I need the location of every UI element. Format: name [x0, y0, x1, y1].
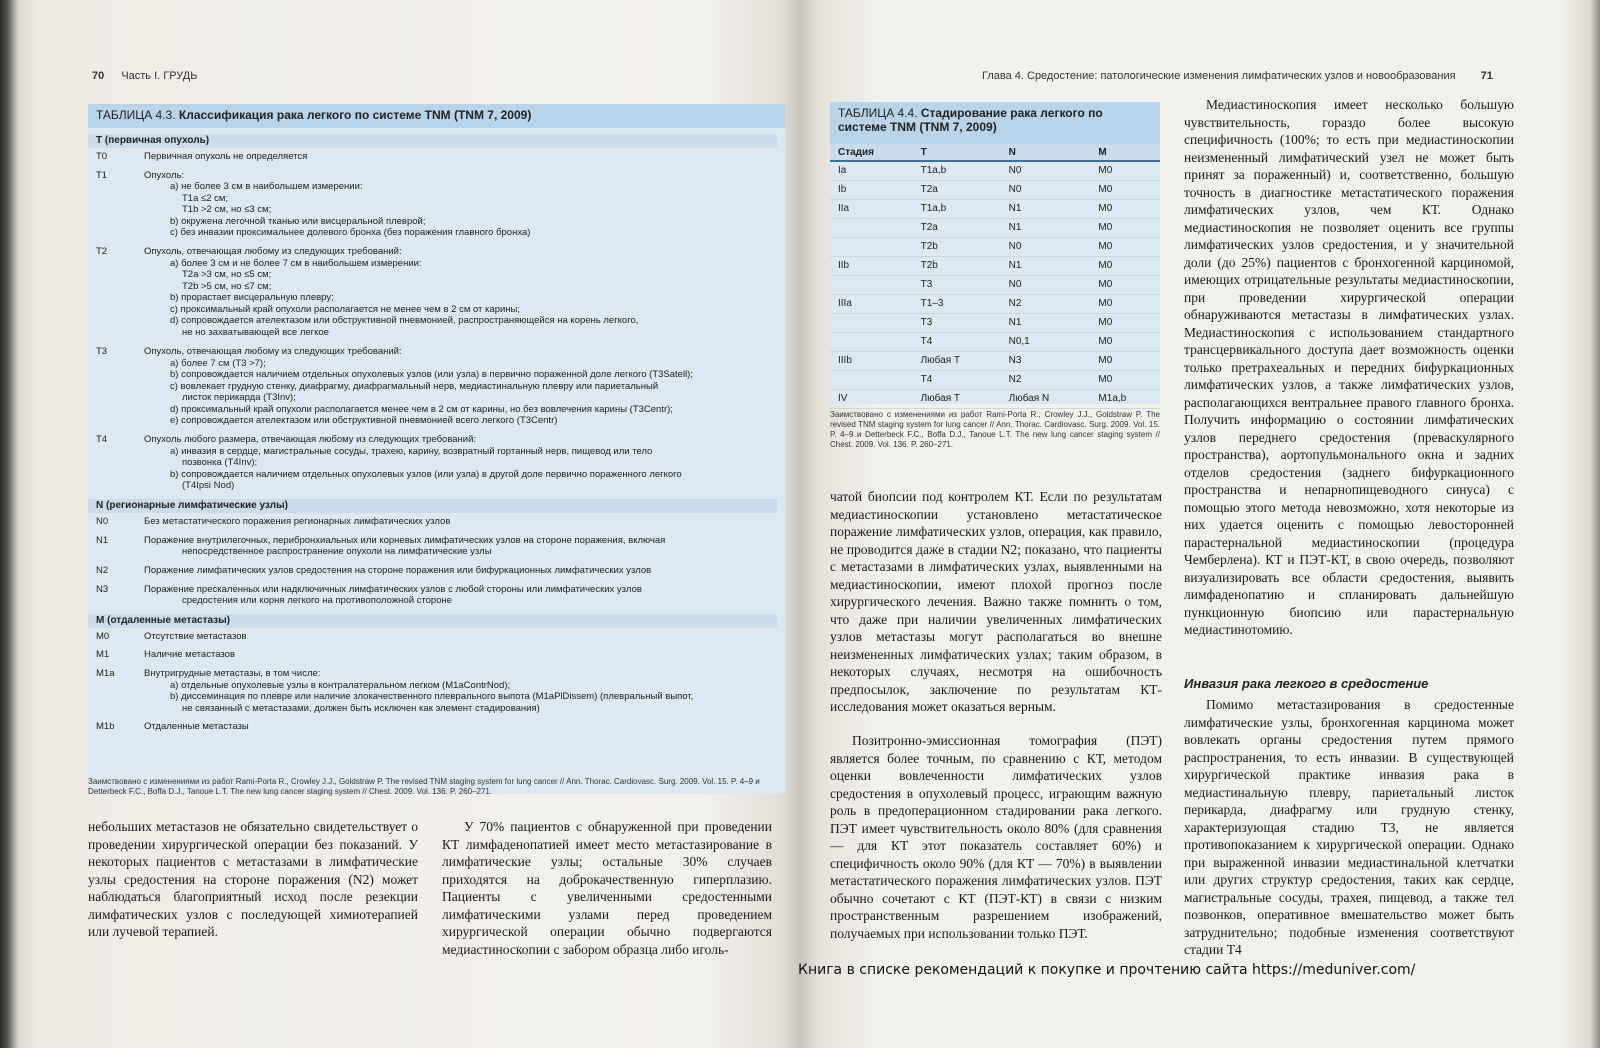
right-column-2-paragraph-2: Помимо метастазирования в средостенные лимфатические узлы, бронхогенная карцинома может вовлекать органы средостения путем прямого распространения, то есть инвазии. В существующей хирургической практике инвазия рака в медиастинальную плевру, париетальный листок перикарда, диафрагму или грудную стенку, характеризующая стадию Т3, не является противопоказанием к хирургической операции. Однако при выраженной инвазии медиастинальной клетчатки или других структур средостения, таких как сердце, магистральные сосуды, трахея, пищевод, а также тел позвонков, оперативное вмешательство может быть затруднительно; подобные изменения соответствуют стадии Т4: [1184, 697, 1514, 957]
row-line: Опухоль:: [144, 169, 185, 181]
table-cell: M0: [1090, 295, 1160, 314]
right-page: [800, 0, 1600, 1048]
row-line: Отдаленные метастазы: [144, 721, 249, 733]
row-line: c) проксимальный край опухоли располагается не менее чем в 2 см от карины;: [170, 303, 521, 315]
table-cell: IV: [830, 390, 913, 409]
table-cell: [830, 276, 913, 295]
row-line: T1a ≤2 см;: [182, 192, 229, 204]
table-4-4-caption: [830, 102, 1160, 144]
row-code: T0: [96, 151, 108, 162]
row-code: N1: [96, 534, 109, 546]
row-code: T2: [96, 246, 108, 258]
table-4-4: [830, 102, 1160, 404]
row-line: Наличие метастазов: [144, 649, 235, 661]
table-cell: T3: [913, 276, 1001, 295]
left-running-head: [92, 70, 197, 82]
table-cell: Любая T: [913, 352, 1001, 371]
table-4-3-source: Заимствовано с изменениями из работ Rami-Porta R., Crowley J.J., Goldstraw P. The revised TNM staging system for lung cancer // Ann. Thorac. Cardiovasc. Surg. 2009. Vol. 15. P. 4–9 и Detterbeck F.C., Boffa D.J., Tanoue L.T. The new lung cancer staging system // Chest. 2009. Vol. 136. P. 260–271.: [88, 777, 760, 796]
table-4-3-caption: [88, 104, 785, 128]
section-header: М (отдаленные метастазы): [88, 614, 777, 628]
section-header: Т (первичная опухоль): [88, 134, 777, 148]
table-4-3-label: ТАБЛИЦА 4.3.: [96, 108, 176, 122]
row-line: листок перикарда (T3Inv);: [182, 392, 296, 403]
row-code: M0: [96, 630, 110, 642]
row-line: a) более 3 см и не более 7 см в наибольшем измерении:: [170, 257, 422, 269]
table-cell: N0,1: [1001, 333, 1091, 352]
table-cell: T2a: [913, 219, 1001, 238]
table-cell: M0: [1090, 238, 1160, 257]
table-cell: N1: [1001, 314, 1091, 333]
table-cell: N0: [1001, 238, 1091, 257]
left-column-1-text: небольших метастазов не обязательно свидетельствует о проведении хирургической операции без показаний. У некоторых пациентов с метастазами в лимфатические узлы средостения на стороне поражения (N2) может наблюдаться благоприятный исход после резекции лимфатических узлов с последующей химиотерапией или лучевой терапией.: [88, 819, 418, 939]
row-line: T2b >5 см, но ≤7 см;: [182, 280, 272, 292]
table-row: [830, 390, 1160, 409]
table-row: [830, 161, 1160, 181]
row-text: [144, 151, 764, 163]
table-cell: T4: [913, 333, 1001, 352]
table-row: [830, 295, 1160, 314]
row-text: [144, 246, 764, 338]
row-line: не но захватывающей все легкое: [182, 326, 329, 338]
row-line: Поражение прескаленных или надключичных лимфатических узлов с любой стороны или лимфатических узлов: [144, 583, 642, 595]
table-row: [830, 200, 1160, 219]
row-line: T1b >2 см, но ≤3 см;: [182, 204, 272, 216]
table-cell: M0: [1090, 314, 1160, 333]
table-row: [830, 238, 1160, 257]
row-line: c) без инвазии проксимальнее долевого бронха (без поражения главного бронха): [170, 227, 531, 239]
row-text: [144, 668, 764, 714]
row-text: [144, 516, 764, 528]
table-cell: M0: [1090, 200, 1160, 219]
row-line: не связанный с метастазами, должен быть исключен как элемент стадирования): [182, 702, 540, 714]
row-line: b) сопровождается наличием отдельных опухолевых узлов (или узла) в первично пораженной доле легкого (T3Satell);: [170, 369, 693, 380]
table-cell: N2: [1001, 371, 1091, 390]
row-code: M1b: [96, 721, 115, 733]
row-line: T2a >3 см, но ≤5 см;: [182, 269, 272, 281]
row-line: Опухоль любого размера, отвечающая любому из следующих требований:: [144, 434, 477, 446]
row-line: a) не более 3 см в наибольшем измерении:: [170, 181, 363, 193]
row-text: [144, 170, 764, 239]
row-text: [144, 649, 764, 661]
row-text: [144, 535, 764, 558]
row-line: позвонка (T4Inv);: [182, 457, 258, 469]
row-line: Опухоль, отвечающая любому из следующих требований:: [144, 346, 402, 357]
table-cell: IIIb: [830, 352, 913, 371]
table-cell: N0: [1001, 181, 1091, 200]
table-cell: M0: [1090, 276, 1160, 295]
row-line: средостения или корня легкого на противоположной стороне: [182, 595, 453, 607]
table-cell: Ia: [830, 161, 913, 181]
table-cell: T1a,b: [913, 161, 1001, 181]
row-line: d) сопровождается ателектазом или обструктивной пневмонией, распространяющейся на корень легкого,: [170, 315, 639, 327]
row-line: a) инвазия в сердце, магистральные сосуды, трахею, карину, возвратный гортанный нерв, пищевод или тело: [170, 445, 653, 457]
row-line: Первичная опухоль не определяется: [144, 151, 308, 162]
section-header: N (регионарные лимфатические узлы): [88, 499, 777, 513]
row-line: (T4Ipsi Nod): [182, 480, 235, 492]
table-row: [830, 219, 1160, 238]
table-cell: M0: [1090, 219, 1160, 238]
table-cell: T4: [913, 371, 1001, 390]
table-cell: Любая T: [913, 390, 1001, 409]
row-line: непосредственное распространение опухоли на лимфатические узлы: [182, 546, 492, 558]
table-cell: Любая N: [1001, 390, 1091, 409]
table-cell: N0: [1001, 161, 1091, 181]
row-line: Поражение внутрилегочных, перибронхиальных или корневых лимфатических узлов на стороне поражения, включая: [144, 534, 666, 546]
running-head-right: Глава 4. Средостение: патологические изменения лимфатических узлов и новообразования: [982, 70, 1456, 82]
table-row: [830, 352, 1160, 371]
row-code: T1: [96, 169, 108, 181]
table-cell: N0: [1001, 276, 1091, 295]
table-row: [830, 257, 1160, 276]
column-header: M: [1090, 144, 1160, 161]
section-subheading: Инвазия рака легкого в средостение: [1184, 676, 1429, 691]
table-cell: IIa: [830, 200, 913, 219]
table-4-4-source: Заимствовано с изменениями из работ Rami-Porta R., Crowley J.J., Goldstraw P. The revised TNM staging system for lung cancer // Ann. Thorac. Cardiovasc. Surg. 2009. Vol. 15. P. 4–9 и Detterbeck F.C., Boffa D.J., Tanoue L.T. The new lung cancer staging system // Chest. 2009. Vol. 136. P. 260–271.: [830, 410, 1160, 449]
row-line: c) вовлекает грудную стенку, диафрагму, диафрагмальный нерв, медиастинальную плевру или париетальный: [170, 380, 659, 392]
table-row: [830, 333, 1160, 352]
table-cell: N2: [1001, 295, 1091, 314]
row-line: Без метастатического поражения регионарных лимфатических узлов: [144, 516, 451, 528]
row-text: [144, 584, 764, 607]
staging-table: [830, 144, 1160, 409]
column-header: N: [1001, 144, 1091, 161]
column-header: Стадия: [830, 144, 913, 161]
row-code: N2: [96, 565, 109, 576]
row-line: Опухоль, отвечающая любому из следующих требований:: [144, 246, 402, 258]
row-line: b) сопровождается наличием отдельных опухолевых узлов (или узла) в другой доле первично пораженного легкого: [170, 468, 682, 480]
row-line: e) сопровождается ателектазом или обструктивной пневмонией всего легкого (T3Centr): [170, 415, 558, 426]
table-cell: [830, 314, 913, 333]
table-cell: [830, 333, 913, 352]
row-text: [144, 565, 764, 577]
table-cell: N3: [1001, 352, 1091, 371]
column-header: T: [913, 144, 1001, 161]
table-row: [830, 371, 1160, 390]
row-text: [144, 346, 764, 427]
table-cell: M0: [1090, 181, 1160, 200]
row-line: Поражение лимфатических узлов средостения на стороне поражения или бифуркационных лимфатических узлов: [144, 565, 652, 576]
table-cell: M0: [1090, 371, 1160, 390]
row-line: Отсутствие метастазов: [144, 630, 247, 642]
table-cell: [830, 371, 913, 390]
table-cell: T1–3: [913, 295, 1001, 314]
table-row: [830, 181, 1160, 200]
table-cell: M0: [1090, 333, 1160, 352]
table-cell: M0: [1090, 352, 1160, 371]
row-code: M1: [96, 649, 110, 661]
table-cell: T3: [913, 314, 1001, 333]
table-cell: IIIa: [830, 295, 913, 314]
left-column-2-text: У 70% пациентов с обнаруженной при проведении КТ лимфаденопатией имеет место метастазирование в лимфатические узлы; остальные 30% случаев приходятся на доброкачественную гиперплазию. Пациенты с увеличенными средостенными лимфатическими узлами перед проведением хирургической операции обычно подвергаются медиастиноскопии с забором образца либо иголь-: [442, 819, 772, 957]
row-line: b) прорастает висцеральную плевру;: [170, 292, 334, 304]
table-row: [830, 314, 1160, 333]
table-cell: N1: [1001, 257, 1091, 276]
table-cell: N1: [1001, 200, 1091, 219]
table-cell: M1a,b: [1090, 390, 1160, 409]
row-line: a) более 7 см (Т3 >7);: [170, 357, 266, 369]
footer-note: Книга в списке рекомендаций к покупке и прочтению сайта https://meduniver.com/: [798, 962, 1416, 978]
table-cell: IIb: [830, 257, 913, 276]
table-cell: Ib: [830, 181, 913, 200]
table-cell: T2a: [913, 181, 1001, 200]
table-cell: [830, 219, 913, 238]
row-text: [144, 631, 764, 643]
row-line: d) проксимальный край опухоли располагается менее чем в 2 см от карины, но без вовлечения карины (T3Centr);: [170, 403, 673, 415]
row-line: b) окружена легочной тканью или висцеральной плеврой;: [170, 215, 426, 227]
right-column-1-paragraph-2: Позитронно-эмиссионная томография (ПЭТ) является более точным, по сравнению с КТ, методом оценки вовлеченности лимфатических узлов средостения в опухолевый процесс, играющим важную роль в предоперационном стадировании рака легкого. ПЭТ имеет чувствительность около 80% (для сравнения — для КТ этот показатель составляет 60%) и специфичность около 90% (для КТ — 70%) в выявлении метастатического поражения лимфатических узлов. ПЭТ обычно сочетают с КТ (ПЭТ-КТ) в связи с низким пространственным разрешением изображений, получаемых при использовании только ПЭТ.: [830, 733, 1162, 941]
running-head-left: Часть I. ГРУДЬ: [121, 70, 198, 82]
row-code: M1a: [96, 668, 115, 679]
table-cell: T1a,b: [913, 200, 1001, 219]
table-4-3-title: Классификация рака легкого по системе TNM (TNM 7, 2009): [178, 108, 532, 122]
table-4-4-title: Стадирование рака легкого по системе TNM (TNM 7, 2009): [838, 106, 1103, 134]
table-cell: T2b: [913, 257, 1001, 276]
row-line: a) отдельные опухолевые узлы в контралатеральном легком (M1aContrNod);: [170, 679, 511, 691]
row-code: N3: [96, 583, 109, 595]
right-column-1-paragraph-1: чатой биопсии под контролем КТ. Если по результатам медиастиноскопии установлено метастатическое поражение лимфатических узлов, операция, как правило, не проводится даже в стадии N2; показано, что пациенты с метастазами в лимфатических узлах, выявленными на медиастиноскопии, имеют плохой прогноз после хирургического лечения. Важно также помнить о том, что даже при наличии увеличенных лимфатических узлов метастазы могут располагаться во внешне неизмененных лимфатических узлах; таким образом, в некоторых случаях, несмотря на ошибочность предпосылок, заключение по результатам КТ-исследования может оказаться верным.: [830, 489, 1162, 714]
table-cell: N1: [1001, 219, 1091, 238]
table-row: [830, 276, 1160, 295]
row-code: T4: [96, 434, 108, 446]
row-text: [144, 721, 764, 733]
row-line: b) диссеминация по плевре или наличие злокачественного плеврального выпота (M1aPlDissem) (плевральный выпот,: [170, 691, 694, 702]
page-number-right: 71: [1480, 70, 1493, 82]
table-4-4-label: ТАБЛИЦА 4.4.: [838, 106, 918, 120]
page-number-left: 70: [92, 70, 105, 82]
row-code: N0: [96, 516, 109, 528]
row-code: T3: [96, 346, 108, 357]
row-text: [144, 434, 764, 492]
right-running-head: [982, 70, 1493, 82]
table-cell: [830, 238, 913, 257]
right-column-2-paragraph-1: Медиастиноскопия имеет несколько большую чувствительность, гораздо более высокую специфичность (100%; то есть при медиастиноскопии неизмененный лимфатический узел не может быть принят за пораженный) и, соответственно, большую точность в диагностике метастатического поражения лимфатических узлов, чем КТ. Однако медиастиноскопия не позволяет оценить все группы лимфатических узлов средостения, и у значительной доли (до 25%) пациентов с бронхогенной карциномой, имеющих отрицательные результаты медиастиноскопии, при проведении хирургической операции обнаруживаются метастазы в лимфатических узлах. Медиастиноскопия с использованием стандартного трансцервикального доступа дает возможность оценки только претрахеальных и передних бифуркационных лимфатических узлов, а также лимфатических узлов, располагающихся вентральнее правого главного бронха. Получить информацию о состоянии лимфатических узлов переднего средостения (преваскулярного пространства), аортопульмонального окна и задних отделов средостения (заднего бифуркационного пространства и непарнопищеводного синуса) с помощью этого метода невозможно, хотя некоторые из них удается оценить с помощью левосторонней парастернальной медиастиноскопии (процедура Чемберлена). КТ и ПЭТ-КТ, в свою очередь, позволяют визуализировать все области средостения, выявить лимфаденопатию и спланировать дальнейшую пункционную биопсию или парастернальную медиастинотомию.: [1184, 97, 1514, 637]
table-4-3: [88, 104, 785, 794]
table-cell: M0: [1090, 257, 1160, 276]
table-cell: M0: [1090, 161, 1160, 181]
row-line: Внутригрудные метастазы, в том числе:: [144, 668, 321, 679]
table-cell: T2b: [913, 238, 1001, 257]
